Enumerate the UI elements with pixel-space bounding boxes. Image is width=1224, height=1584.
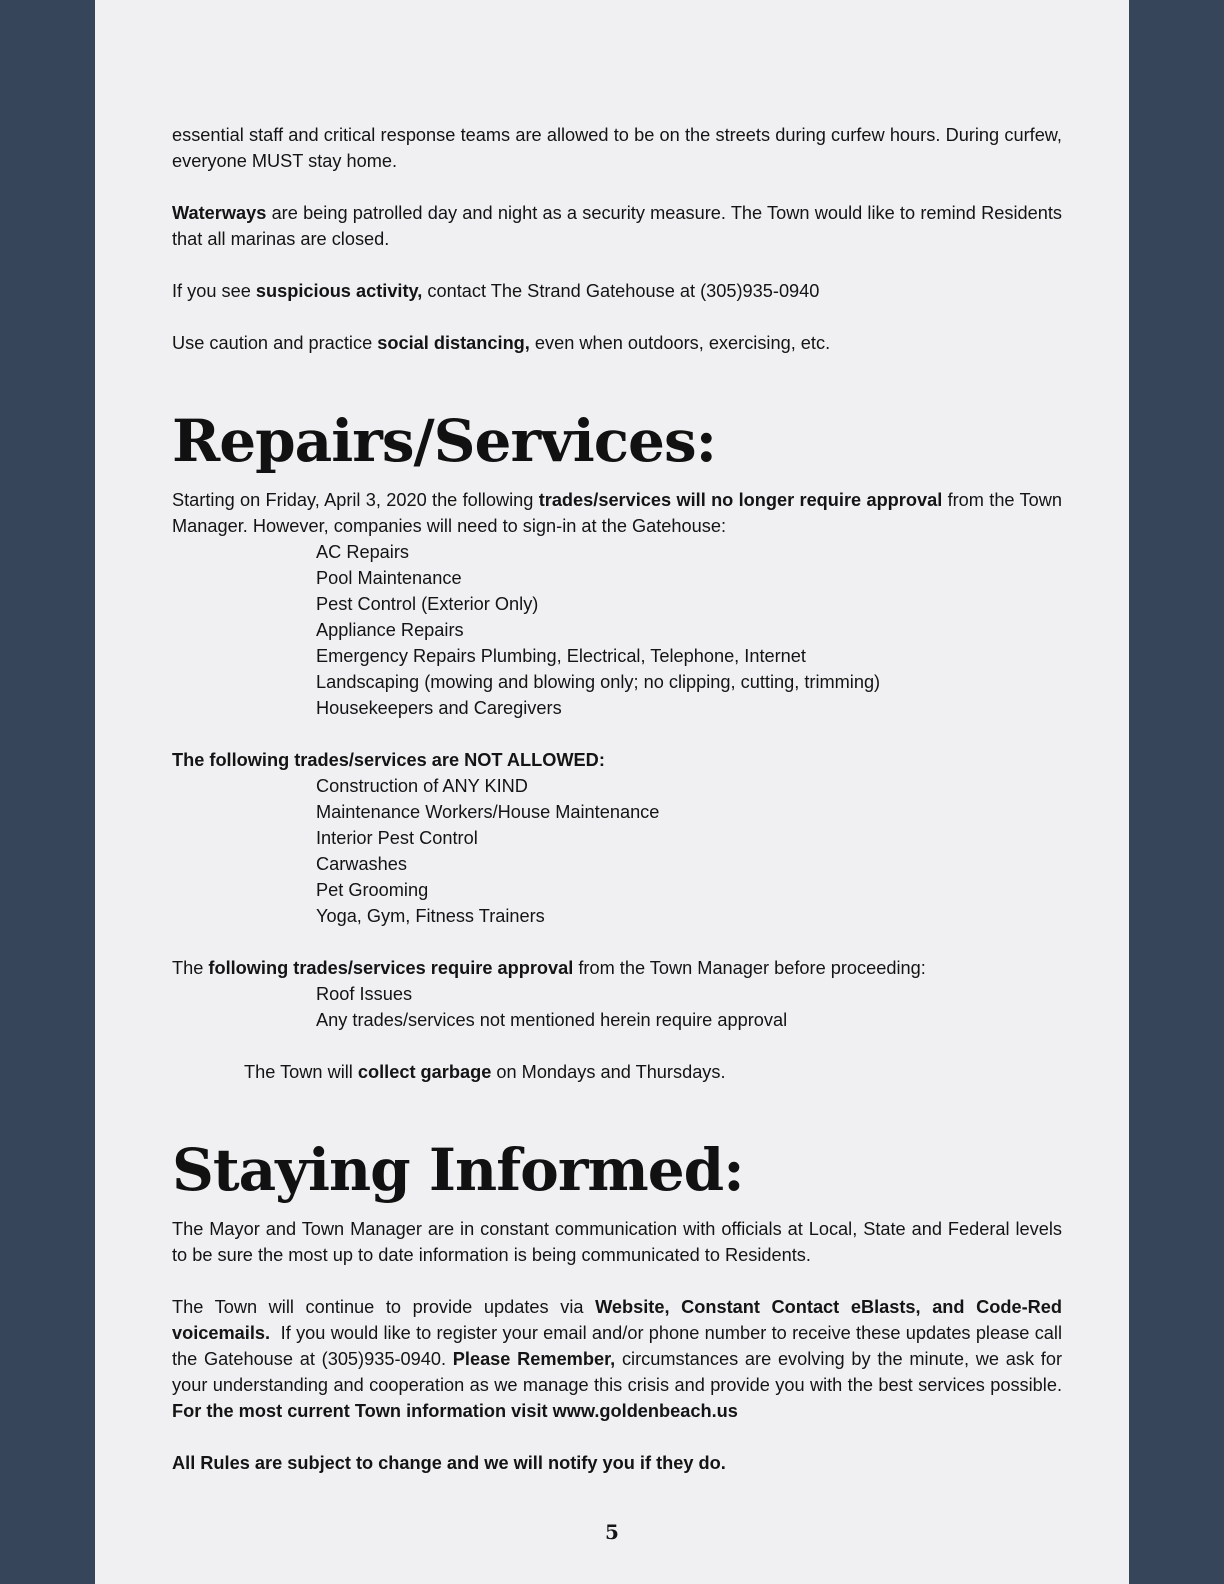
suspicious-pre: If you see [172, 281, 256, 301]
updates-a: The Town will continue to provide updates via [172, 1297, 596, 1317]
updates-c: If you would like to register your email and/or phone number to receive these updates please call the Gatehouse at (305)935-0940. [172, 1323, 1068, 1369]
approval-required-paragraph [172, 955, 1062, 981]
allowed-services-list [172, 539, 1062, 721]
repairs-intro-pre: Starting on Friday, April 3, 2020 the following [172, 490, 539, 510]
repairs-intro-paragraph [172, 487, 1062, 539]
distancing-post: even when outdoors, exercising, etc. [529, 333, 831, 353]
list-item: Roof Issues [316, 984, 413, 1004]
not-allowed-services-list [172, 773, 1062, 929]
list-item: Interior Pest Control [316, 828, 478, 848]
please-remember-bold: Please Remember, [452, 1349, 616, 1369]
approval-post: from the Town Manager before proceeding: [573, 958, 926, 978]
garbage-bold: collect garbage [357, 1062, 492, 1082]
page-number: 5 [605, 1520, 619, 1544]
website-info-bold: For the most current Town information visit www.goldenbeach.us [172, 1401, 738, 1421]
list-item: Maintenance Workers/House Maintenance [316, 802, 660, 822]
list-item: Any trades/services not mentioned herein require approval [316, 1010, 788, 1030]
repairs-intro-post: from the Town Manager. However, companies will need to sign-in at the Gatehouse: [172, 490, 1062, 536]
document-page [95, 0, 1129, 1584]
waterways-text: are being patrolled day and night as a security measure. The Town would like to remind Residents that all marinas are closed. [172, 203, 1062, 249]
distancing-pre: Use caution and practice [172, 333, 378, 353]
garbage-post: on Mondays and Thursdays. [491, 1062, 726, 1082]
communication-paragraph: The Mayor and Town Manager are in constant communication with officials at Local, State and Federal levels to be sure the most up to date information is being communicated to Residents. [172, 1219, 1062, 1265]
list-item: Construction of ANY KIND [316, 776, 528, 796]
not-allowed-heading [172, 747, 1062, 773]
list-item: Appliance Repairs [316, 620, 464, 640]
curfew-paragraph: essential staff and critical response teams are allowed to be on the streets during curfew hours. During curfew, everyone MUST stay home. [172, 125, 1062, 171]
waterways-paragraph [172, 200, 1062, 252]
suspicious-activity-paragraph [172, 278, 1062, 304]
list-item: Carwashes [316, 854, 407, 874]
updates-channels-bold: Website, Constant Contact eBlasts, and Code-Red voicemails. [172, 1297, 1063, 1343]
distancing-bold: social distancing, [377, 333, 530, 353]
rules-notice [172, 1450, 1062, 1476]
social-distancing-paragraph [172, 330, 1062, 356]
list-item: AC Repairs [316, 542, 409, 562]
list-item: Emergency Repairs Plumbing, Electrical, Telephone, Internet [316, 646, 806, 666]
garbage-collection-paragraph [172, 1059, 1062, 1085]
repairs-services-heading: Repairs/Services: [172, 407, 717, 475]
updates-paragraph [172, 1294, 1073, 1424]
repairs-intro-bold: trades/services will no longer require approval [538, 490, 943, 510]
page-content [172, 122, 1073, 1476]
list-item: Yoga, Gym, Fitness Trainers [316, 906, 545, 926]
suspicious-bold: suspicious activity, [255, 281, 423, 301]
staying-informed-heading: Staying Informed: [172, 1136, 744, 1204]
approval-pre: The [172, 958, 209, 978]
list-item: Pest Control (Exterior Only) [316, 594, 539, 614]
garbage-pre: The Town will [244, 1062, 358, 1082]
list-item: Housekeepers and Caregivers [316, 698, 562, 718]
suspicious-post: contact The Strand Gatehouse at (305)935-0940 [422, 281, 820, 301]
list-item: Pool Maintenance [316, 568, 462, 588]
waterways-bold: Waterways [172, 203, 267, 223]
approval-bold: following trades/services require approval [208, 958, 574, 978]
list-item: Landscaping (mowing and blowing only; no clipping, cutting, trimming) [316, 672, 881, 692]
rules-notice-text: All Rules are subject to change and we will notify you if they do. [172, 1453, 726, 1473]
not-allowed-heading-text: The following trades/services are NOT ALLOWED: [172, 750, 605, 770]
list-item: Pet Grooming [316, 880, 429, 900]
updates-e: circumstances are evolving by the minute, we ask for your understanding and cooperation as we manage this crisis and provide you with the best services possible. [172, 1349, 1073, 1395]
approval-required-list [172, 981, 1062, 1033]
